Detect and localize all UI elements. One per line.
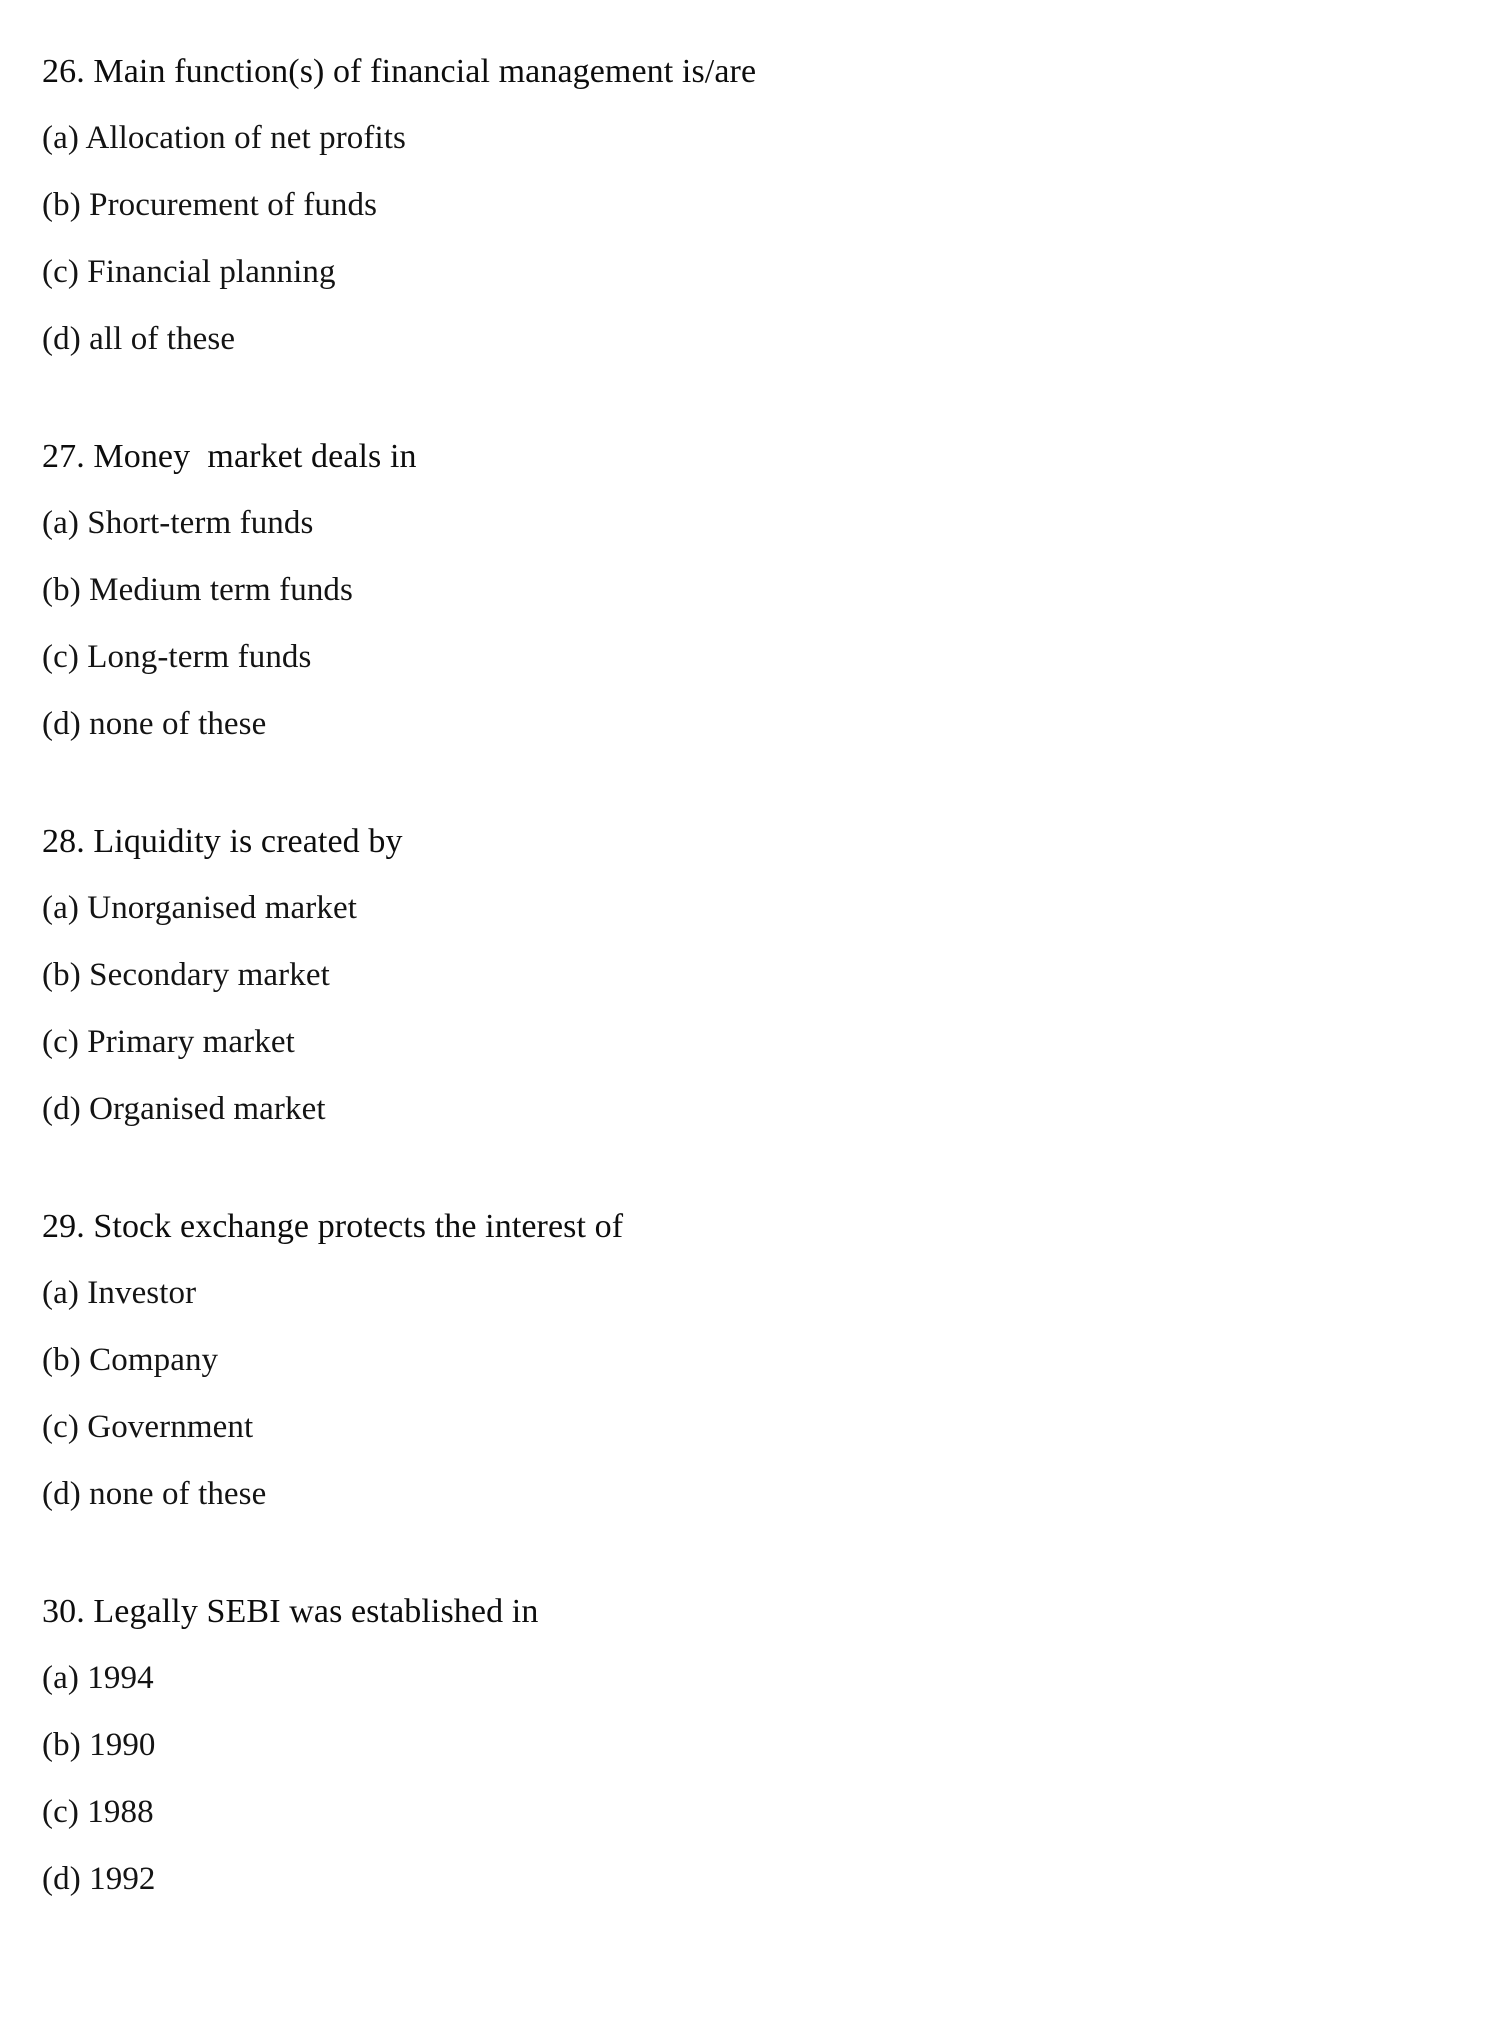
question-text-29: 29. Stock exchange protects the interest of	[42, 1208, 624, 1245]
question-text-28: 28. Liquidity is created by	[42, 823, 403, 860]
question-text-30: 30. Legally SEBI was established in	[42, 1593, 539, 1630]
option-27-d: (d) none of these	[42, 706, 267, 742]
question-text-27: 27. Money market deals in	[42, 438, 417, 475]
option-26-d: (d) all of these	[42, 321, 236, 357]
option-26-a: (a) Allocation of net profits	[42, 120, 406, 156]
option-30-c: (c) 1988	[42, 1794, 154, 1830]
question-text-26: 26. Main function(s) of financial management is/are	[42, 53, 757, 90]
option-26-c: (c) Financial planning	[42, 254, 336, 290]
option-28-a: (a) Unorganised market	[42, 890, 357, 926]
option-30-a: (a) 1994	[42, 1660, 154, 1696]
option-29-c: (c) Government	[42, 1409, 254, 1445]
option-28-c: (c) Primary market	[42, 1024, 295, 1060]
option-29-d: (d) none of these	[42, 1476, 267, 1512]
option-27-c: (c) Long-term funds	[42, 639, 312, 675]
option-29-a: (a) Investor	[42, 1275, 197, 1311]
option-26-b: (b) Procurement of funds	[42, 187, 378, 223]
question-block-26	[42, 38, 1445, 373]
question-block-27	[42, 423, 1445, 758]
question-block-30	[42, 1578, 1445, 1913]
option-28-d: (d) Organised market	[42, 1091, 326, 1127]
option-27-a: (a) Short-term funds	[42, 505, 314, 541]
option-28-b: (b) Secondary market	[42, 957, 330, 993]
option-29-b: (b) Company	[42, 1342, 219, 1378]
option-30-b: (b) 1990	[42, 1727, 156, 1763]
option-27-b: (b) Medium term funds	[42, 572, 353, 608]
question-block-29	[42, 1193, 1445, 1528]
question-block-28	[42, 808, 1445, 1143]
option-30-d: (d) 1992	[42, 1861, 156, 1897]
